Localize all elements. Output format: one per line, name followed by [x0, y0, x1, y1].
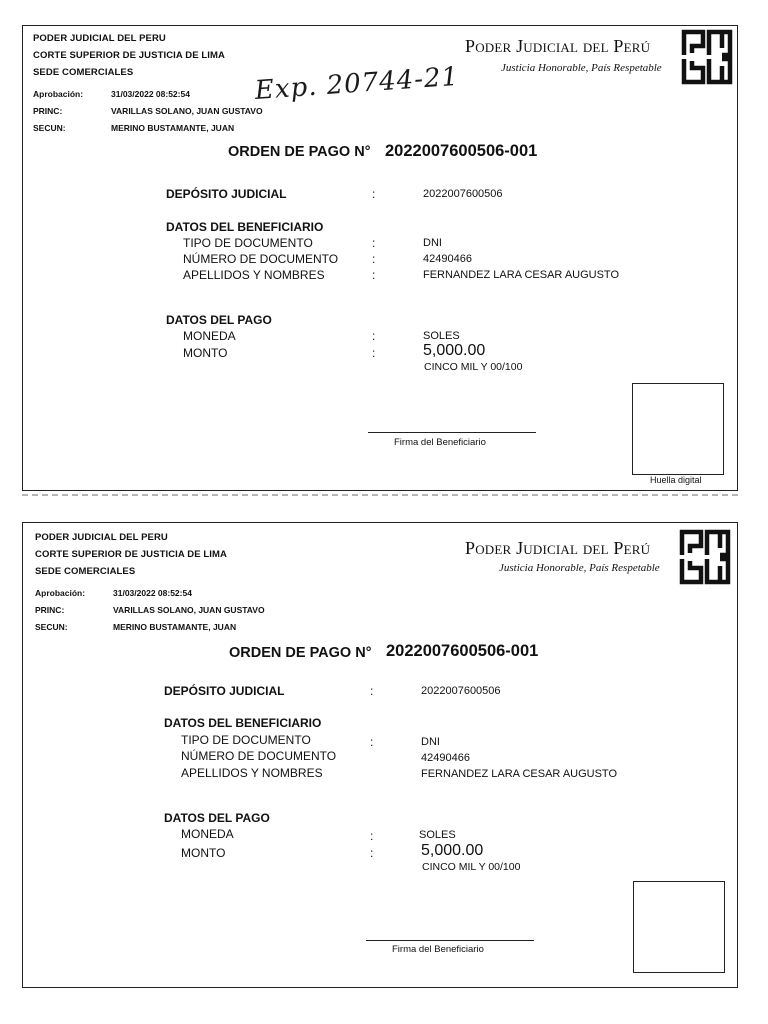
fingerprint-box	[633, 881, 725, 973]
tipo-doc-label: TIPO DE DOCUMENTO	[183, 236, 313, 250]
tipo-doc-label: TIPO DE DOCUMENTO	[181, 733, 311, 747]
monto-words: CINCO MIL Y 00/100	[424, 361, 523, 373]
num-doc-label: NÚMERO DE DOCUMENTO	[183, 252, 339, 266]
signature-line	[368, 432, 536, 433]
order-title-label: ORDEN DE PAGO N°	[229, 645, 372, 661]
num-doc-value: 42490466	[421, 752, 470, 764]
secun-label: SECUN:	[33, 123, 66, 133]
tipo-doc-value: DNI	[421, 736, 440, 748]
deposito-value: 2022007600506	[421, 685, 501, 697]
princ-value: VARILLAS SOLANO, JUAN GUSTAVO	[111, 106, 263, 116]
beneficiario-heading: DATOS DEL BENEFICIARIO	[164, 716, 322, 730]
colon: :	[372, 346, 376, 360]
secun-label: SECUN:	[35, 622, 68, 632]
monto-value: 5,000.00	[423, 342, 486, 359]
princ-label: PRINC:	[35, 605, 65, 615]
brand-name: Poder Judicial del Perú	[465, 538, 651, 558]
colon: :	[372, 268, 376, 282]
brand-tagline: Justicia Honorable, País Respetable	[501, 62, 662, 74]
aprobacion-value: 31/03/2022 08:52:54	[113, 588, 192, 598]
monto-label: MONTO	[181, 846, 226, 860]
colon: :	[370, 829, 374, 843]
brand-name: Poder Judicial del Perú	[465, 36, 651, 56]
payment-order-voucher-original	[22, 25, 738, 491]
header-venue: SEDE COMERCIALES	[35, 566, 136, 577]
order-title-label: ORDEN DE PAGO N°	[228, 144, 371, 160]
moneda-value: SOLES	[423, 330, 460, 342]
monto-value: 5,000.00	[421, 842, 484, 859]
monto-words: CINCO MIL Y 00/100	[422, 861, 521, 873]
pj-logo-icon	[681, 29, 733, 85]
tear-line	[22, 494, 738, 496]
payment-order-voucher-copy	[22, 522, 738, 988]
colon: :	[372, 329, 376, 343]
princ-label: PRINC:	[33, 106, 63, 116]
pago-heading: DATOS DEL PAGO	[166, 313, 272, 327]
nombres-label: APELLIDOS Y NOMBRES	[183, 268, 325, 282]
huella-label: Huella digital	[650, 475, 702, 485]
aprobacion-value: 31/03/2022 08:52:54	[111, 89, 190, 99]
beneficiario-heading: DATOS DEL BENEFICIARIO	[166, 220, 324, 234]
princ-value: VARILLAS SOLANO, JUAN GUSTAVO	[113, 605, 265, 615]
handwritten-case-number: Exp. 20744-21	[253, 61, 460, 106]
colon: :	[372, 236, 376, 250]
secun-value: MERINO BUSTAMANTE, JUAN	[111, 123, 235, 133]
moneda-label: MONEDA	[183, 329, 236, 343]
firma-label: Firma del Beneficiario	[392, 944, 484, 955]
nombres-label: APELLIDOS Y NOMBRES	[181, 766, 323, 780]
num-doc-value: 42490466	[423, 253, 472, 265]
header-venue: SEDE COMERCIALES	[33, 67, 134, 78]
colon: :	[370, 846, 374, 860]
moneda-label: MONEDA	[181, 827, 234, 841]
aprobacion-label: Aprobación:	[35, 588, 86, 598]
header-court: CORTE SUPERIOR DE JUSTICIA DE LIMA	[35, 549, 228, 560]
nombres-value: FERNANDEZ LARA CESAR AUGUSTO	[421, 768, 618, 780]
pago-heading: DATOS DEL PAGO	[164, 811, 270, 825]
header-institution: PODER JUDICIAL DEL PERU	[33, 33, 166, 44]
deposito-label: DEPÓSITO JUDICIAL	[166, 187, 287, 201]
header-court: CORTE SUPERIOR DE JUSTICIA DE LIMA	[33, 50, 226, 61]
num-doc-label: NÚMERO DE DOCUMENTO	[181, 749, 337, 763]
monto-label: MONTO	[183, 346, 228, 360]
fingerprint-box	[632, 383, 724, 475]
header-institution: PODER JUDICIAL DEL PERU	[35, 532, 168, 543]
brand-tagline: Justicia Honorable, País Respetable	[499, 562, 660, 574]
colon: :	[372, 252, 376, 266]
aprobacion-label: Aprobación:	[33, 89, 84, 99]
moneda-value: SOLES	[419, 829, 456, 841]
deposito-value: 2022007600506	[423, 188, 503, 200]
secun-value: MERINO BUSTAMANTE, JUAN	[113, 622, 237, 632]
nombres-value: FERNANDEZ LARA CESAR AUGUSTO	[423, 269, 620, 281]
firma-label: Firma del Beneficiario	[394, 437, 486, 448]
order-number: 2022007600506-001	[385, 142, 538, 160]
tipo-doc-value: DNI	[423, 237, 442, 249]
deposito-label: DEPÓSITO JUDICIAL	[164, 684, 285, 698]
colon: :	[370, 735, 374, 749]
order-number: 2022007600506-001	[386, 642, 539, 660]
colon: :	[372, 187, 376, 201]
colon: :	[370, 684, 374, 698]
pj-logo-icon	[679, 529, 731, 585]
signature-line	[366, 940, 534, 941]
